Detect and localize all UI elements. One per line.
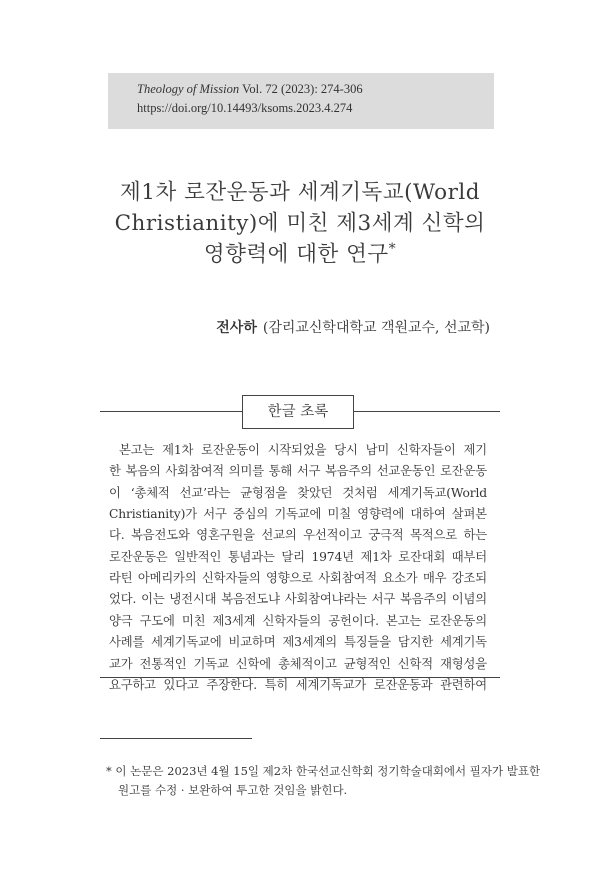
citation-line	[137, 82, 363, 97]
abstract-line: 이 ‘총체적 선교’라는 균형점을 찾았던 것처럼 세계기독교(World	[109, 485, 487, 500]
abstract-line: 로잔운동은 일반적인 통념과는 달리 1974년 제1차 로잔대회 때부터	[109, 549, 487, 564]
abstract-line: 사례를 세계기독교에 비교하며 제3세계의 특징들을 담지한 세계기독	[109, 635, 487, 650]
footnote-line-2: 원고를 수정 · 보완하여 투고한 것임을 밝힌다.	[118, 783, 348, 797]
abstract-line: 라틴 아메리카의 신학자들의 영향으로 사회참여적 요소가 매우 강조되	[109, 571, 487, 586]
journal-name: Theology of Mission	[137, 82, 240, 96]
author-affiliation: (감리교신학대학교 객원교수, 선교학)	[262, 320, 490, 336]
title-line-3	[0, 237, 600, 268]
volume-pages: Vol. 72 (2023): 274-306	[239, 82, 363, 96]
title-line-2: Christianity)에 미친 제3세계 신학의	[114, 211, 486, 236]
footnote-divider	[100, 738, 252, 739]
footnote-marker: *	[388, 240, 397, 257]
author-block	[216, 317, 490, 337]
title-line-3-text: 영향력에 대한 연구	[203, 242, 389, 267]
abstract-line: 본고는 제1차 로잔운동이 시작되었을 당시 남미 신학자들이 제기	[119, 443, 487, 457]
abstract-heading: 한글 초록	[242, 395, 354, 429]
abstract-line: 양극 구도에 미친 제3세계 신학자들의 공헌이다. 본고는 로잔운동의	[109, 613, 487, 628]
abstract-line: 요구하고 있다고 주장한다. 특히 세계기독교가 로잔운동과 관련하여	[109, 677, 487, 692]
doi-link[interactable]: https://doi.org/10.14493/ksoms.2023.4.274	[137, 101, 353, 115]
title-line-1: 제1차 로잔운동과 세계기독교(World	[120, 180, 480, 205]
abstract-line: 한 복음의 사회참여적 의미를 통해 서구 복음주의 선교운동인 로잔운동	[109, 464, 487, 479]
author-name: 전사하	[216, 320, 257, 336]
footnote-line-1: * 이 논문은 2023년 4월 15일 제2차 한국선교신학회 정기학술대회에서 필자가 발표한	[106, 764, 541, 778]
abstract-line: 었다. 이는 냉전시대 복음전도냐 사회참여냐라는 서구 복음주의 이념의	[109, 592, 487, 607]
abstract-line: 교가 전통적인 기독교 신학에 총체적이고 균형적인 신학적 재형성을	[109, 656, 487, 671]
abstract-line: 다. 복음전도와 영혼구원을 선교의 우선적이고 궁극적 목적으로 하는	[109, 528, 487, 543]
abstract-line: Christianity)가 서구 중심의 기독교에 미칠 영향력에 대하여 살펴본	[109, 507, 487, 522]
